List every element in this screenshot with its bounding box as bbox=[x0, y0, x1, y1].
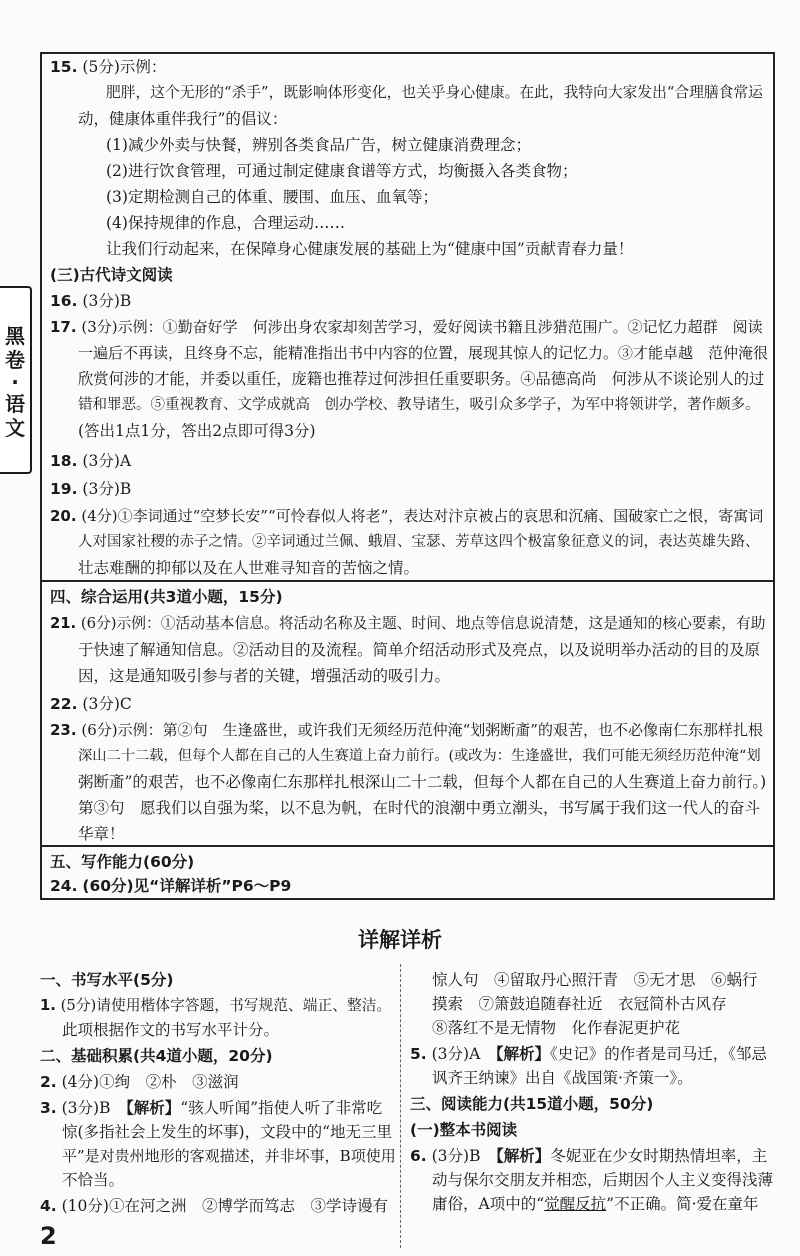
section-title: 二、基础积累(共4道小题，20分) bbox=[40, 1047, 273, 1065]
q15-item: (2)进行饮食管理，可通过制定健康食谱等方式，均衡摄入各类食物； bbox=[106, 162, 578, 180]
subsection-title: (一)整本书阅读 bbox=[410, 1121, 518, 1139]
q3-line: 惊(多指社会上发生的坏事)，文段中的“地无三里 bbox=[62, 1123, 393, 1141]
q24: 24. (60分)见“详解详析”P6～P9 bbox=[50, 877, 292, 895]
q2: 2. (4分)①绚 ②朴 ③滋润 bbox=[40, 1073, 239, 1091]
q17-line: (答出1点1分，答出2点即可得3分) bbox=[78, 422, 316, 440]
q1-line: 1. (5分)请使用楷体字答题，书写规范、端正、整洁。 bbox=[40, 997, 392, 1014]
q6-line: 庸俗，A项中的“觉醒反抗”不正确。简·爱在童年 bbox=[432, 1195, 759, 1213]
q6-line: 6. (3分)B 【解析】冬妮亚在少女时期热情坦率，主 bbox=[410, 1147, 768, 1165]
q15-end: 让我们行动起来，在保障身心健康发展的基础上为“健康中国”贡献青春力量！ bbox=[106, 240, 634, 258]
q15-item: (1)减少外卖与快餐，辨别各类食品广告，树立健康消费理念； bbox=[106, 136, 531, 154]
side-tab bbox=[0, 286, 32, 474]
q15-para: 动，健康体重伴我行”的倡议： bbox=[78, 110, 288, 128]
q23-line: 华章！ bbox=[78, 825, 125, 843]
section-divider bbox=[40, 845, 775, 847]
q17-line: 一遍后不再读，且终身不忘，能精准指出书中内容的位置，展现其惊人的记忆力。③才能卓越 范仲淹很 bbox=[78, 344, 769, 362]
section-divider bbox=[40, 580, 775, 582]
q5-line: 讽齐王纳谏》出自《战国策·齐策一》。 bbox=[432, 1069, 693, 1087]
q20-line: 壮志难酬的抑郁以及在人世难寻知音的苦恼之情。 bbox=[78, 559, 420, 577]
q17-line: 错和罪恶。⑤重视教育、文学成就高 创办学校、教导诸生，吸引众多学子，为军中将领讲学，著作颇多。 bbox=[78, 397, 760, 413]
q23-line: 粥断齑”的艰苦，也不必像南仁东那样扎根深山二十二载，但每个人都在自己的人生赛道上奋力前行。) bbox=[78, 773, 767, 791]
q6-line: 动与保尔交朋友并相恋，后期因个人主义变得浅薄 bbox=[432, 1171, 774, 1189]
q15-para: 肥胖，这个无形的“杀手”，既影响体形变化，也关乎身心健康。在此，我特向大家发出“合理膳食常运 bbox=[106, 84, 763, 101]
q16: 16. (3分)B bbox=[50, 292, 132, 310]
section-title: 一、书写水平(5分) bbox=[40, 971, 174, 989]
q3-line: 3. (3分)B 【解析】“骇人听闻”指使人听了非常吃 bbox=[40, 1099, 383, 1117]
q1-line: 此项根据作文的书写水平计分。 bbox=[62, 1021, 280, 1039]
section-title: 四、综合运用(共3道小题，15分) bbox=[50, 588, 283, 606]
section-title: 三、阅读能力(共15道小题，50分) bbox=[410, 1095, 654, 1113]
q17-line: 欣赏何涉的才能，并委以重任，庞籍也推荐过何涉担任重要职务。④品德高尚 何涉从不谈论别人的过 bbox=[78, 370, 765, 388]
q3-line: 不恰当。 bbox=[62, 1171, 125, 1189]
column-divider bbox=[400, 964, 401, 1248]
q18: 18. (3分)A bbox=[50, 452, 132, 470]
page-number: 2 bbox=[40, 1222, 57, 1250]
q15-item: (3)定期检测自己的体重、腰围、血压、血氧等； bbox=[106, 188, 438, 206]
q4-cont: 摸索 ⑦箫鼓追随春社近 衣冠简朴古风存 bbox=[432, 995, 727, 1013]
q20-line: 人对国家社稷的赤子之情。②辛词通过兰佩、蛾眉、宝瑟、芳草这四个极富象征意义的词，表达英雄失路、 bbox=[78, 534, 760, 550]
side-tab-char: 文 bbox=[5, 416, 25, 440]
q17-line: 17. (3分)示例：①勤奋好学 何涉出身农家却刻苦学习，爱好阅读书籍且涉猎范围广。②记忆力超群 阅读 bbox=[50, 318, 763, 336]
section-title: (三)古代诗文阅读 bbox=[50, 266, 173, 284]
q15-head: 15. (5分)示例： bbox=[50, 58, 167, 76]
q21-line: 于快速了解通知信息。②活动目的及流程。简单介绍活动形式及亮点，以及说明举办活动的目的及原 bbox=[78, 641, 761, 659]
q19: 19. (3分)B bbox=[50, 480, 132, 498]
q4-cont: ⑧落红不是无情物 化作春泥更护花 bbox=[432, 1019, 681, 1037]
q21-line: 因，这是通知吸引参与者的关键，增强活动的吸引力。 bbox=[78, 667, 451, 685]
q23-line: 深山二十二载，但每个人都在自己的人生赛道上奋力前行。(或改为：生逢盛世，我们可能无须经历范仲淹“划 bbox=[78, 748, 761, 764]
q21-line: 21. (6分)示例：①活动基本信息。将活动名称及主题、时间、地点等信息说清楚，这是通知的核心要素，有助 bbox=[50, 615, 766, 632]
q22: 22. (3分)C bbox=[50, 695, 132, 713]
q15-item: (4)保持规律的作息，合理运动…… bbox=[106, 214, 345, 232]
side-tab-char: 语 bbox=[5, 392, 25, 416]
q5-line: 5. (3分)A 【解析】《史记》的作者是司马迁，《邹忌 bbox=[410, 1045, 768, 1063]
detail-title: 详解详析 bbox=[358, 928, 442, 952]
q4-cont: 惊人句 ④留取丹心照汗青 ⑤无才思 ⑥蜗行 bbox=[432, 971, 758, 989]
q23-line: 第③句 愿我们以自强为桨，以不息为帆，在时代的浪潮中勇立潮头，书写属于我们这一代人的奋斗 bbox=[78, 799, 761, 817]
side-tab-char: · bbox=[11, 370, 19, 394]
q20-line: 20. (4分)①李词通过“空梦长安”“可怜春似人将老”，表达对汴京被占的哀思和沉痛、国破家亡之恨，寄寓词 bbox=[50, 507, 764, 525]
side-tab-char: 黑 bbox=[5, 324, 25, 348]
section-title: 五、写作能力(60分) bbox=[50, 853, 195, 871]
q3-line: 平”是对贵州地形的客观描述，并非坏事，B项使用 bbox=[62, 1147, 396, 1165]
q4-line: 4. (10分)①在河之洲 ②博学而笃志 ③学诗谩有 bbox=[40, 1197, 388, 1215]
side-tab-char: 卷 bbox=[5, 348, 25, 372]
q23-line: 23. (6分)示例：第②句 生逢盛世，或许我们无须经历范仲淹“划粥断齑”的艰苦，也不必像南仁东那样扎根 bbox=[50, 721, 763, 739]
